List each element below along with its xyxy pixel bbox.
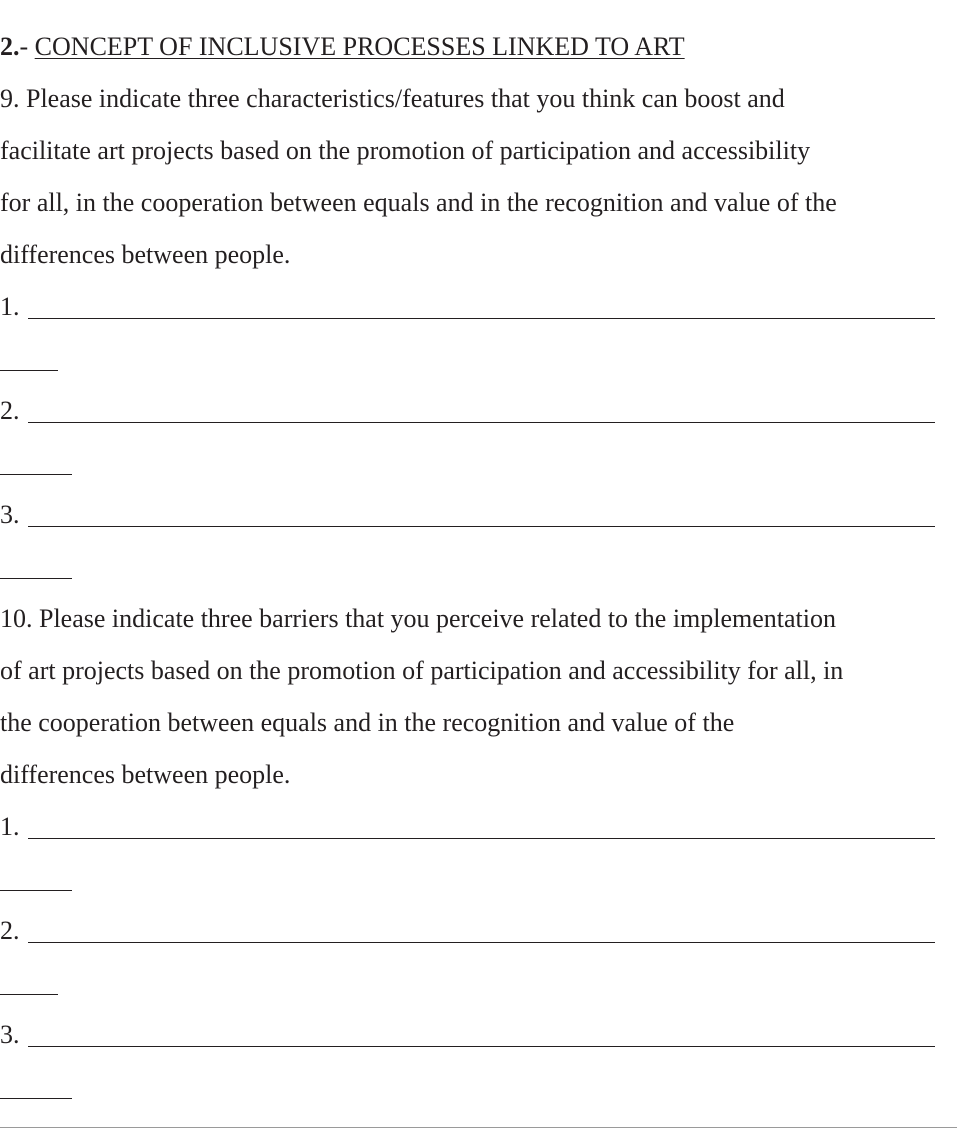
- question-10-answer-1[interactable]: [0, 812, 935, 842]
- answer-blank-line[interactable]: [28, 942, 935, 943]
- question-9-answer-1[interactable]: [0, 292, 935, 322]
- answer-continuation-line[interactable]: [0, 370, 58, 371]
- answer-number: 3.: [0, 1020, 20, 1049]
- answer-number: 3.: [0, 500, 20, 529]
- answer-blank-line[interactable]: [28, 318, 935, 319]
- question-9-line-3: for all, in the cooperation between equals and in the recognition and value of the: [0, 188, 837, 217]
- answer-blank-line[interactable]: [28, 1046, 935, 1047]
- answer-blank-line[interactable]: [28, 422, 935, 423]
- question-10-answer-3[interactable]: [0, 1020, 935, 1050]
- section-heading: [0, 32, 685, 62]
- answer-continuation-line[interactable]: [0, 474, 72, 475]
- question-10-line-2: of art projects based on the promotion of participation and accessibility for all, in: [0, 656, 844, 685]
- section-title: CONCEPT OF INCLUSIVE PROCESSES LINKED TO ART: [34, 32, 685, 61]
- question-9-line-4: differences between people.: [0, 240, 291, 269]
- answer-number: 2.: [0, 916, 20, 945]
- answer-continuation-line[interactable]: [0, 890, 72, 891]
- question-9-answer-2[interactable]: [0, 396, 935, 426]
- answer-number: 2.: [0, 396, 20, 425]
- answer-blank-line[interactable]: [28, 526, 935, 527]
- question-10-line-3: the cooperation between equals and in the recognition and value of the: [0, 708, 735, 737]
- answer-number: 1.: [0, 812, 20, 841]
- question-10-line-4: differences between people.: [0, 760, 291, 789]
- question-10-line-1: 10. Please indicate three barriers that you perceive related to the implementation: [0, 604, 836, 633]
- answer-blank-line[interactable]: [28, 838, 935, 839]
- question-9-line-2: facilitate art projects based on the promotion of participation and accessibility: [0, 136, 811, 165]
- question-9-line-1: 9. Please indicate three characteristics/features that you think can boost and: [0, 84, 785, 113]
- question-9-answer-3[interactable]: [0, 500, 935, 530]
- page-bottom-rule: [0, 1127, 957, 1128]
- answer-continuation-line[interactable]: [0, 994, 58, 995]
- answer-continuation-line[interactable]: [0, 1098, 72, 1099]
- answer-continuation-line[interactable]: [0, 578, 72, 579]
- section-separator: -: [19, 32, 35, 61]
- question-10-answer-2[interactable]: [0, 916, 935, 946]
- section-number: 2.: [0, 32, 20, 61]
- answer-number: 1.: [0, 292, 20, 321]
